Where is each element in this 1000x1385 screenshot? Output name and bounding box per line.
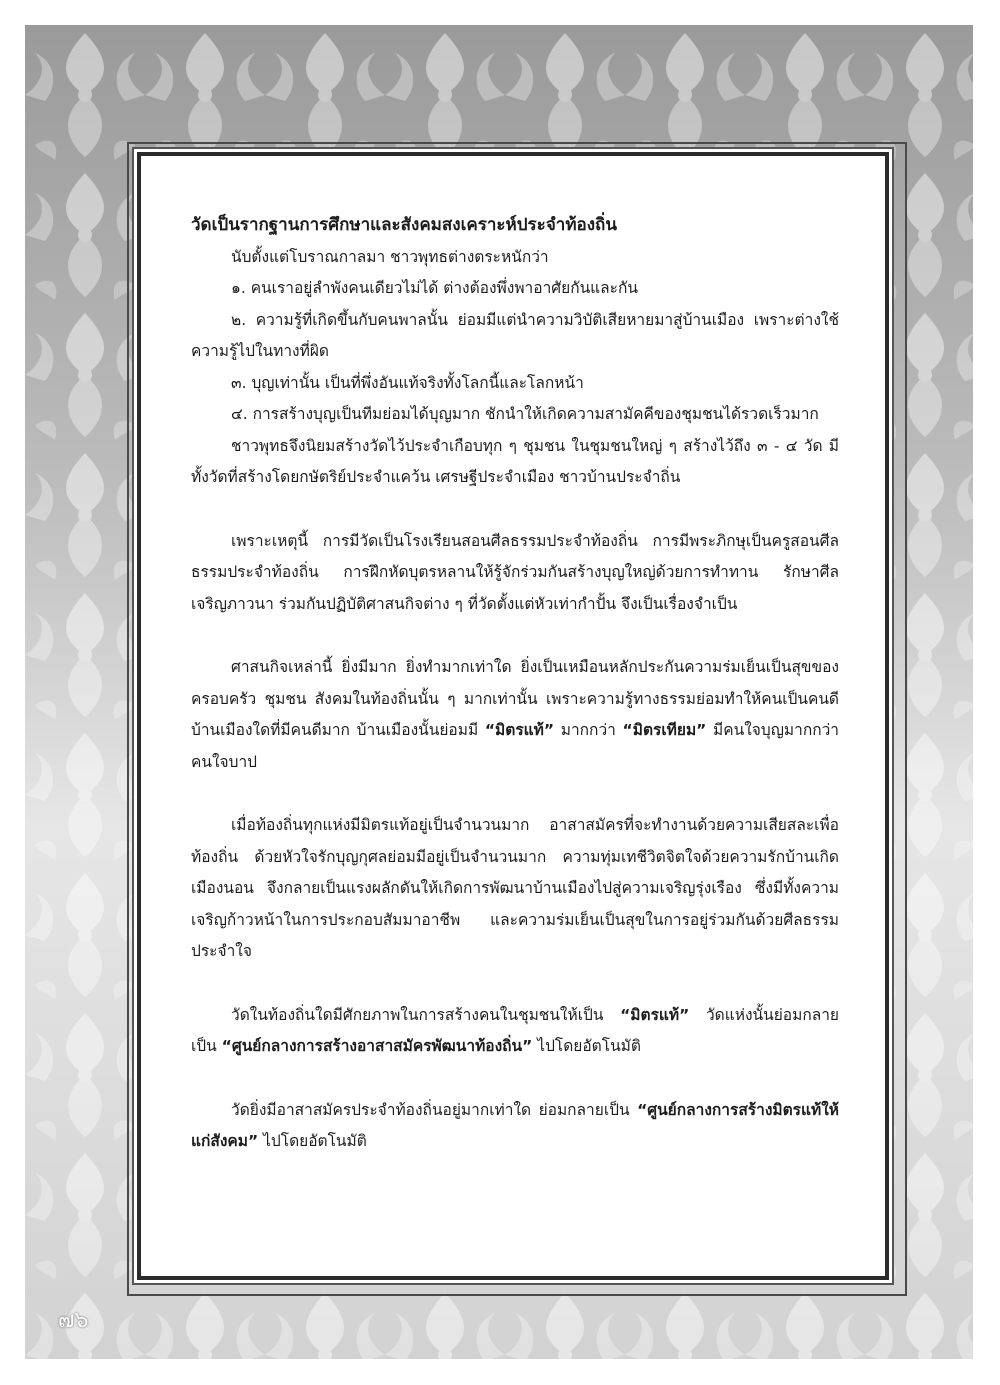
text-segment: ไปโดยอัตโนมัติ bbox=[258, 1132, 367, 1150]
text-segment: วัดแห่งนั้นย่อมกลายเป็น bbox=[191, 1005, 839, 1055]
text-segment: วัดยิ่งมีอาสาสมัครประจำท้องถิ่นอยู่มากเท่าใด ย่อมกลายเป็น bbox=[231, 1100, 638, 1119]
article-body bbox=[191, 210, 839, 1158]
paragraph-friends-center bbox=[191, 1095, 839, 1158]
bold-volunteer-center: “ศูนย์กลางการสร้างอาสาสมัครพัฒนาท้องถิ่น” bbox=[221, 1037, 533, 1055]
page-number: ๗๖ bbox=[58, 1308, 89, 1333]
intro-paragraph: นับตั้งแต่โบราณกาลมา ชาวพุทธต่างตระหนักว่า bbox=[231, 247, 549, 266]
bold-true-friend: “มิตรแท้” bbox=[484, 721, 555, 739]
bold-false-friend: “มิตรเทียม” bbox=[622, 721, 707, 739]
list-item-1: ๑. คนเราอยู่ลำพังคนเดียวไม่ได้ ต่างต้องพึ่งพาอาศัยกันและกัน bbox=[231, 279, 638, 297]
text-segment: ศาสนกิจเหล่านี้ ยิ่งมีมาก ยิ่งทำมากเท่าใด ยิ่งเป็นเหมือนหลักประกันความร่มเย็นเป็นสุขของครอบครัว ชุมชน สังคมในท้องถิ่นนั้น ๆ มากเท่านั้น เพราะความรู้ทางธรรมย่อมทำให้คนเป็นคนดี บ้านเมืองใดที่มีคนดีมาก บ้านเมืองนั้นย่อมมี bbox=[191, 658, 839, 739]
list-item-4: ๔. การสร้างบุญเป็นทีมย่อมได้บุญมาก ชักนำให้เกิดความสามัคคีของชุมชนได้รวดเร็วมาก bbox=[231, 405, 819, 423]
paragraph-volunteers: เมื่อท้องถิ่นทุกแห่งมีมิตรแท้อยู่เป็นจำนวนมาก อาสาสมัครที่จะทำงานด้วยความเสียสละเพื่อท้องถิ่น ด้วยหัวใจรักบุญกุศลย่อมมีอยู่เป็นจำนวนมาก ความทุ่มเทชีวิตจิตใจด้วยความรักบ้านเกิดเมืองนอน จึงกลายเป็นแรงผลักดันให้เกิดการพัฒนาบ้านเมืองไปสู่ความเจริญรุ่งเรือง ซึ่งมีทั้งความเจริญก้าวหน้าในการประกอบสัมมาอาชีพ และความร่มเย็นเป็นสุขในการอยู่ร่วมกันด้วยศีลธรรมประจำใจ bbox=[191, 816, 839, 960]
bold-true-friend: “มิตรแท้” bbox=[620, 1005, 690, 1024]
text-segment: ไปโดยอัตโนมัติ bbox=[532, 1037, 641, 1055]
text-segment: มีคนใจบุญมากกว่าคนใจบาป bbox=[191, 721, 840, 771]
article-heading: วัดเป็นรากฐานการศึกษาและสังคมสงเคราะห์ประจำท้องถิ่น bbox=[191, 215, 617, 235]
page-background bbox=[25, 25, 973, 1359]
text-panel bbox=[137, 152, 889, 1280]
paragraph-reason: เพราะเหตุนี้ การมีวัดเป็นโรงเรียนสอนศีลธรรมประจำท้องถิ่น การมีพระภิกษุเป็นครูสอนศีลธรรมประจำท้องถิ่น การฝึกหัดบุตรหลานให้รู้จักร่วมกันสร้างบุญใหญ่ด้วยการทำทาน รักษาศีล เจริญภาวนา ร่วมกันปฏิบัติศาสนกิจต่าง ๆ ที่วัดตั้งแต่หัวเท่ากำปั้น จึงเป็นเรื่องจำเป็น bbox=[191, 531, 839, 613]
bold-friends-center: “ศูนย์กลางการสร้างมิตรแท้ให้แก่สังคม” bbox=[191, 1100, 839, 1150]
text-segment: วัดในท้องถิ่นใดมีศักยภาพในการสร้างคนในชุมชนให้เป็น bbox=[231, 1005, 621, 1024]
paragraph-religious-activities bbox=[191, 652, 839, 778]
paragraph-community-center bbox=[191, 1000, 839, 1063]
paragraph-temples: ชาวพุทธจึงนิยมสร้างวัดไว้ประจำเกือบทุก ๆ ชุมชน ในชุมชนใหญ่ ๆ สร้างไว้ถึง ๓ - ๔ วัด มีทั้งวัดที่สร้างโดยกษัตริย์ประจำแคว้น เศรษฐีประจำเมือง ชาวบ้านประจำถิ่น bbox=[191, 436, 839, 486]
text-segment: มากกว่า bbox=[554, 721, 623, 739]
list-item-3: ๓. บุญเท่านั้น เป็นที่พึ่งอันแท้จริงทั้งโลกนี้และโลกหน้า bbox=[231, 373, 584, 392]
list-item-2: ๒. ความรู้ที่เกิดขึ้นกับคนพาลนั้น ย่อมมีแต่นำความวิบัติเสียหายมาสู่บ้านเมือง เพราะต่างใช้ความรู้ไปในทางที่ผิด bbox=[191, 310, 839, 360]
